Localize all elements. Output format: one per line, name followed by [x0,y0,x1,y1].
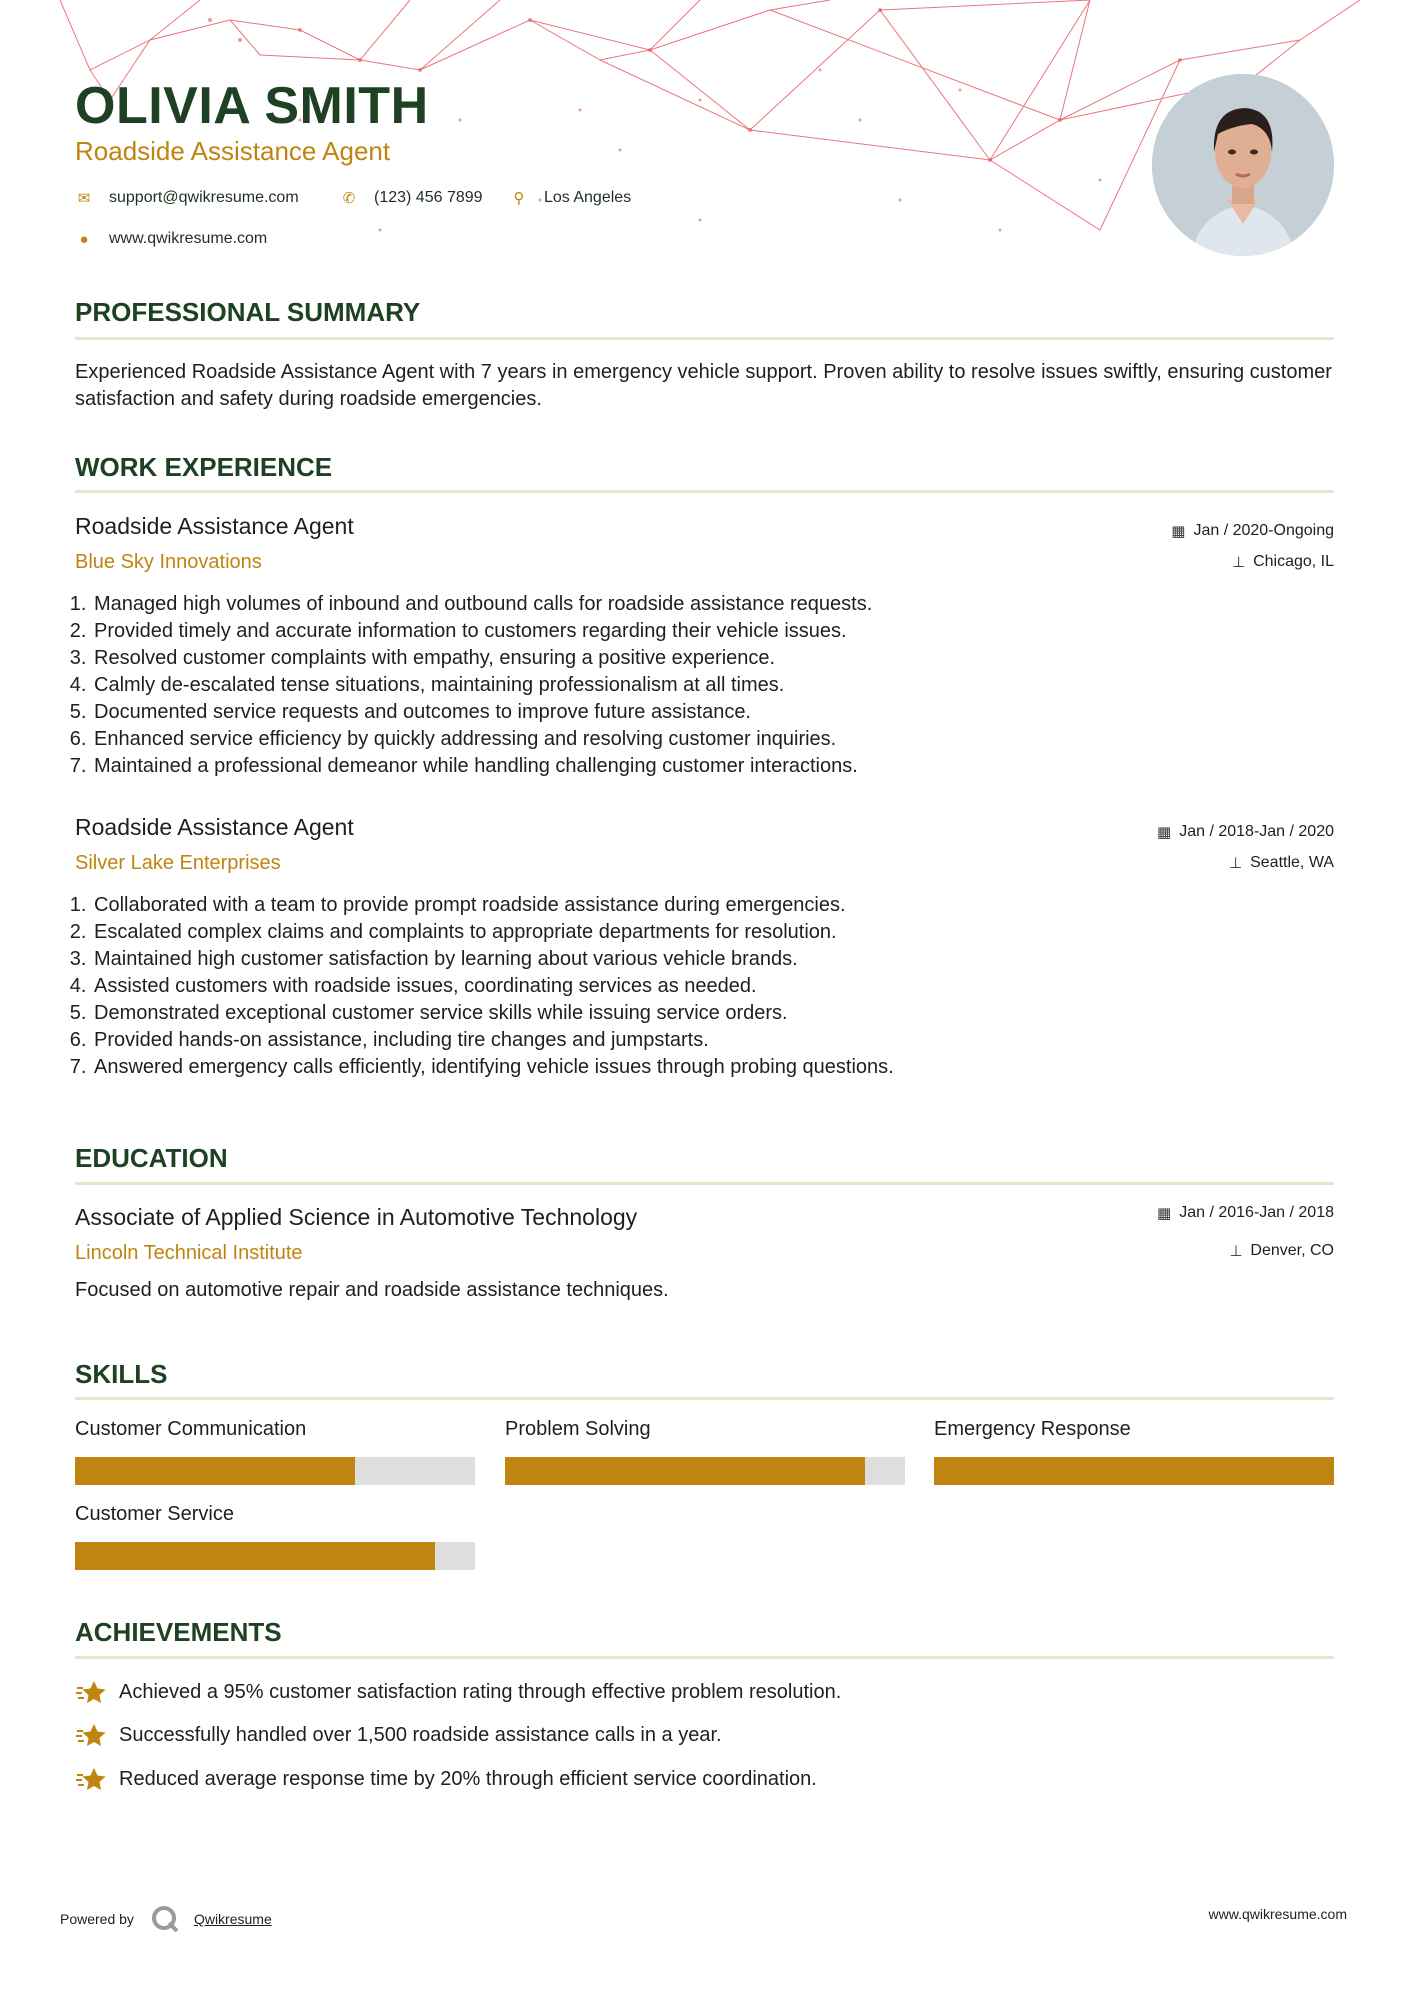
list-item: 3. Resolved customer complaints with empathy, ensuring a positive experience. [92,645,1352,672]
profile-photo [1152,74,1334,256]
job-location-text: Seattle, WA [1250,854,1334,871]
pin-icon: ⊥ [1229,855,1243,872]
map-pin-icon: ⚲ [513,190,525,207]
job-dates [1157,823,1334,841]
job-company: Blue Sky Innovations [75,551,262,573]
location-text: Los Angeles [544,189,632,206]
education-heading: EDUCATION [75,1143,228,1173]
job-location [1229,854,1334,872]
calendar-icon: ▦ [1157,824,1172,841]
achievement-item [75,1765,817,1793]
globe-icon: ● [79,230,89,248]
school-name: Lincoln Technical Institute [75,1242,303,1264]
list-item: 3. Maintained high customer satisfaction by learning about various vehicle brands. [92,946,1352,973]
skill-label: Problem Solving [505,1418,651,1440]
achievement-text: Achieved a 95% customer satisfaction rating through effective problem resolution. [119,1680,842,1703]
pin-icon: ⊥ [1231,554,1246,571]
website-text: www.qwikresume.com [109,230,268,247]
star-award-icon [75,1678,107,1706]
skill-bar-fill [505,1457,865,1485]
skill-label: Customer Service [75,1503,234,1525]
achievement-text: Successfully handled over 1,500 roadside assistance calls in a year. [119,1723,722,1746]
footer-powered-by [60,1904,272,1934]
skill-bar-fill [75,1542,435,1570]
section-divider [75,1182,1334,1185]
contact-phone[interactable] [340,189,483,207]
skill-bar [75,1542,475,1570]
phone-text: (123) 456 7899 [374,189,483,206]
list-item: 7. Answered emergency calls efficiently, identifying vehicle issues through probing questions. [92,1054,1352,1081]
section-divider [75,337,1334,340]
list-item: 6. Enhanced service efficiency by quickly addressing and resolving customer inquiries. [92,726,1352,753]
list-item: 1. Collaborated with a team to provide prompt roadside assistance during emergencies. [92,892,1352,919]
list-item: 7. Maintained a professional demeanor while handling challenging customer interactions. [92,753,1352,780]
job-title: Roadside Assistance Agent [75,513,354,539]
candidate-title: Roadside Assistance Agent [75,136,391,166]
contact-website[interactable] [75,230,267,248]
envelope-icon: ✉ [77,190,91,207]
achievement-item [75,1678,841,1706]
list-item: 6. Provided hands-on assistance, including tire changes and jumpstarts. [92,1027,1352,1054]
brand-link[interactable]: Qwikresume [193,1911,272,1927]
education-location [1229,1242,1334,1260]
education-description: Focused on automotive repair and roadside assistance techniques. [75,1279,669,1301]
qwikresume-logo-icon [150,1904,180,1934]
contact-email[interactable] [75,189,299,207]
education-location-text: Denver, CO [1250,1242,1334,1259]
job-dates-text: Jan / 2020-Ongoing [1193,522,1334,539]
skill-bar [934,1457,1334,1485]
skill-label: Customer Communication [75,1418,307,1440]
list-item: 2. Escalated complex claims and complaints to appropriate departments for resolution. [92,919,1352,946]
calendar-icon: ▦ [1157,1205,1172,1222]
phone-icon: ✆ [342,190,356,207]
skills-heading: SKILLS [75,1359,168,1389]
summary-heading: PROFESSIONAL SUMMARY [75,297,421,327]
section-divider [75,490,1334,493]
list-item: 4. Assisted customers with roadside issues, coordinating services as needed. [92,973,1352,1000]
star-award-icon [75,1765,107,1793]
pin-icon: ⊥ [1229,1243,1243,1260]
job-location-text: Chicago, IL [1253,553,1334,570]
experience-heading: WORK EXPERIENCE [75,452,333,482]
job-title: Roadside Assistance Agent [75,814,354,840]
achievements-heading: ACHIEVEMENTS [75,1617,282,1647]
candidate-name: OLIVIA SMITH [75,77,429,135]
degree-title: Associate of Applied Science in Automotive Technology [75,1204,638,1230]
list-item: 1. Managed high volumes of inbound and outbound calls for roadside assistance requests. [92,591,1352,618]
job-bullets [75,892,1352,1081]
skill-bar-fill [75,1457,355,1485]
achievement-item [75,1721,722,1749]
skill-bar-fill [934,1457,1334,1485]
powered-by-label: Powered by [60,1911,134,1927]
list-item: 5. Documented service requests and outcomes to improve future assistance. [92,699,1352,726]
skill-bar [505,1457,905,1485]
calendar-icon: ▦ [1171,523,1186,540]
skill-label: Emergency Response [934,1418,1131,1440]
job-location [1232,553,1334,571]
list-item: 2. Provided timely and accurate information to customers regarding their vehicle issues. [92,618,1352,645]
section-divider [75,1656,1334,1659]
summary-text: Experienced Roadside Assistance Agent with 7 years in emergency vehicle support. Proven ability to resolve issues swiftly, ensuring customer satisfaction and safety during roadside emergencies. [75,361,1332,410]
footer-website[interactable]: www.qwikresume.com [1208,1906,1347,1922]
achievement-text: Reduced average response time by 20% through efficient service coordination. [119,1767,817,1790]
job-bullets [75,591,1352,780]
skill-bar [75,1457,475,1485]
star-award-icon [75,1721,107,1749]
job-company: Silver Lake Enterprises [75,852,281,874]
education-dates-text: Jan / 2016-Jan / 2018 [1179,1204,1334,1221]
education-dates [1157,1204,1334,1222]
job-dates [1171,522,1334,540]
section-divider [75,1397,1334,1400]
job-dates-text: Jan / 2018-Jan / 2020 [1179,823,1334,840]
email-text: support@qwikresume.com [109,189,299,206]
contact-location [510,189,631,207]
list-item: 5. Demonstrated exceptional customer service skills while issuing service orders. [92,1000,1352,1027]
list-item: 4. Calmly de-escalated tense situations, maintaining professionalism at all times. [92,672,1352,699]
